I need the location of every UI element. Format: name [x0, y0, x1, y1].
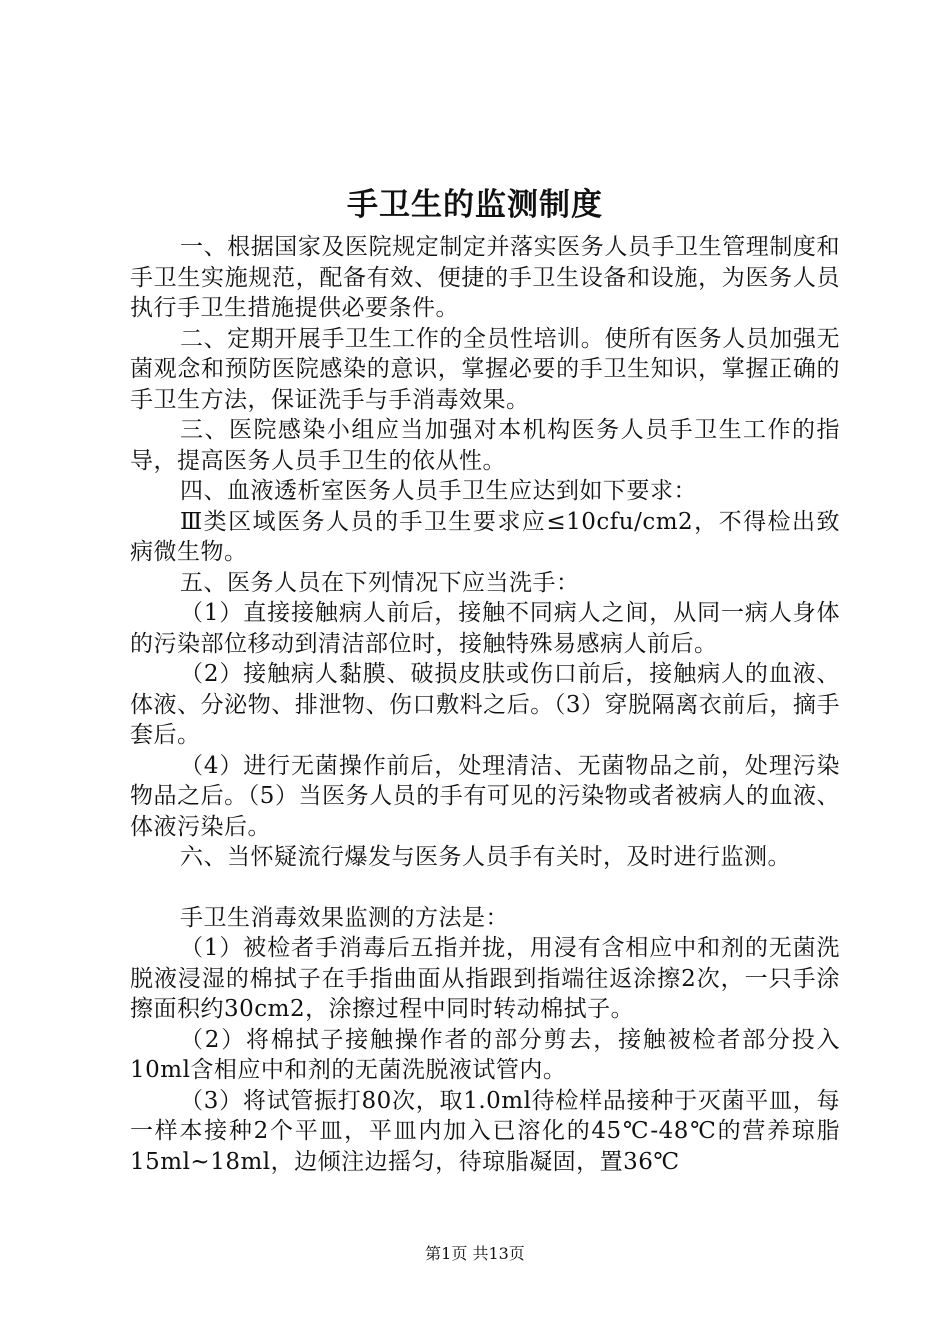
paragraph-10: 六、当怀疑流行爆发与医务人员手有关时，及时进行监测。 — [180, 844, 791, 870]
paragraph-6: 五、医务人员在下列情况下应当洗手： — [180, 569, 580, 596]
paragraph-11: 手卫生消毒效果监测的方法是： — [180, 904, 509, 931]
document-title: 手卫生的监测制度 — [347, 187, 603, 223]
paragraph-3: 三、医院感染小组应当加强对本机构医务人员手卫生工作的指导，提高医务人员手卫生的依从性。 — [130, 417, 840, 474]
blank-line — [130, 873, 840, 903]
paragraph-14: （3）将试管振打80次，取1.0ml待检样品接种于灭菌平皿，每一样本接种2个平皿，平皿内加入已溶化的45℃-48℃的营养琼脂15ml~18ml，边倾注边摇匀，待琼脂凝固，置36℃ — [130, 1087, 840, 1175]
paragraph-13: （2）将棉拭子接触操作者的部分剪去，接触被检者部分投入10ml含相应中和剂的无菌洗脱液试管内。 — [130, 1026, 840, 1083]
paragraph-5: Ⅲ类区域医务人员的手卫生要求应≤10cfu/cm2，不得检出致病微生物。 — [130, 508, 840, 565]
paragraph-12: （1）被检者手消毒后五指并拢，用浸有含相应中和剂的无菌洗脱液浸湿的棉拭子在手指曲面从指跟到指端往返涂擦2次，一只手涂擦面积约30cm2，涂擦过程中同时转动棉拭子。 — [130, 935, 840, 1022]
paragraph-7: （1）直接接触病人前后，接触不同病人之间，从同一病人身体的污染部位移动到清洁部位时，接触特殊易感病人前后。 — [130, 600, 840, 657]
paragraph-1: 一、根据国家及医院规定制定并落实医务人员手卫生管理制度和手卫生实施规范，配备有效、便捷的手卫生设备和设施，为医务人员执行手卫生措施提供必要条件。 — [130, 234, 840, 321]
paragraph-9: （4）进行无菌操作前后，处理清洁、无菌物品之前，处理污染物品之后。（5）当医务人员的手有可见的污染物或者被病人的血液、体液污染后。 — [130, 752, 840, 840]
paragraph-4: 四、血液透析室医务人员手卫生应达到如下要求： — [180, 478, 697, 504]
paragraph-2: 二、定期开展手卫生工作的全员性培训。使所有医务人员加强无菌观念和预防医院感染的意识，掌握必要的手卫生知识，掌握正确的手卫生方法，保证洗手与手消毒效果。 — [130, 325, 840, 413]
paragraph-8: （2）接触病人黏膜、破损皮肤或伤口前后，接触病人的血液、体液、分泌物、排泄物、伤口敷料之后。（3）穿脱隔离衣前后，摘手套后。 — [130, 661, 840, 748]
document-body — [130, 232, 840, 1177]
page-number-footer: 第1页 共13页 — [425, 1244, 525, 1263]
